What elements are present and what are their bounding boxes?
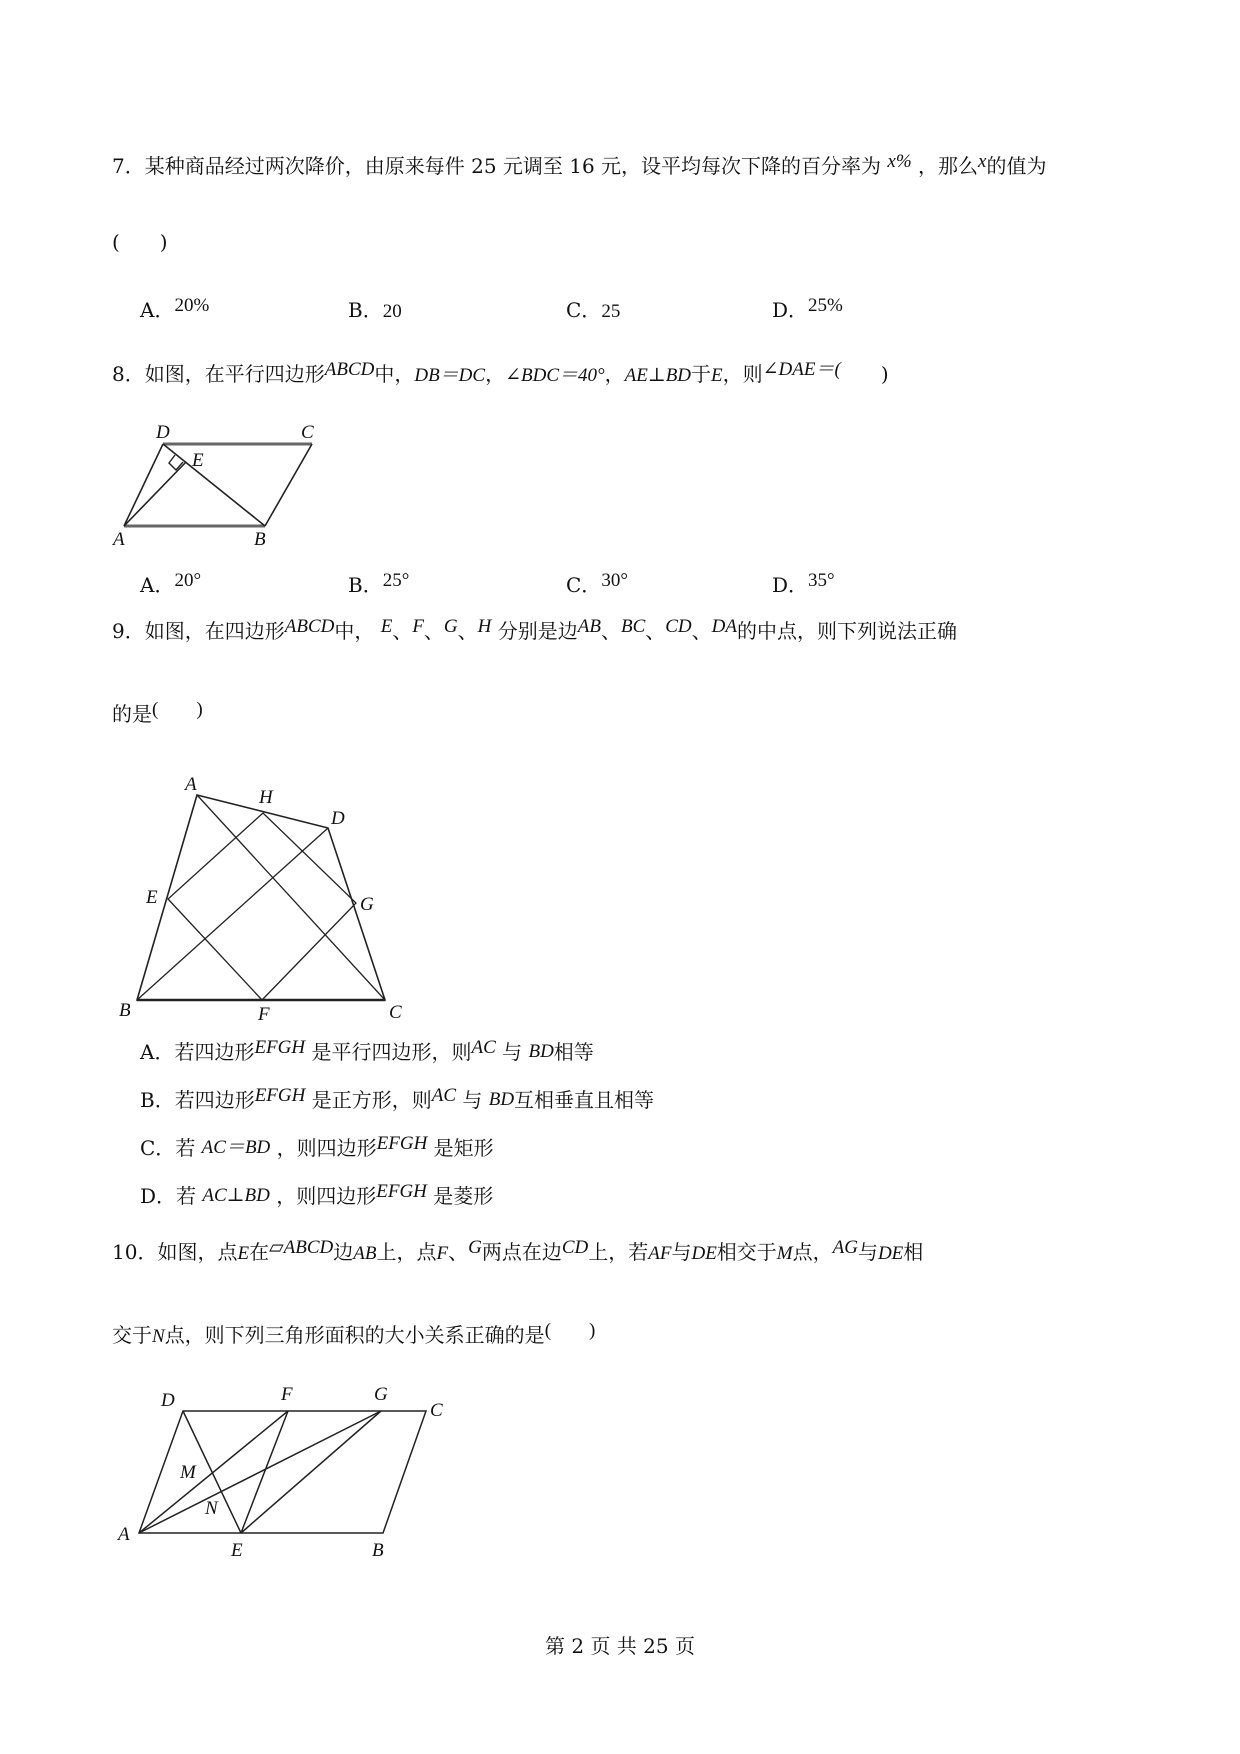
q7-option-c: C．25 — [566, 298, 621, 322]
q9-stem: 9．如图，在四边形ABCD中， E、F、G、H 分别是边AB、BC、CD、DA的中点，则下列说法正确 — [112, 616, 957, 643]
q7-option-b: B．20 — [348, 298, 402, 322]
q7-answer-blank: ( ) — [112, 230, 168, 254]
q10-label-m: M — [180, 1462, 196, 1483]
q10-answer-blank: ( ) — [544, 1320, 596, 1341]
q10-label-c: C — [430, 1400, 443, 1421]
q8-label-b: B — [254, 529, 266, 550]
q9-label-h: H — [259, 787, 273, 808]
q10-label-n: N — [205, 1498, 218, 1519]
q10-label-g: G — [374, 1384, 388, 1405]
q10-stem-line2: 交于N点，则下列三角形面积的大小关系正确的是( ) — [112, 1320, 596, 1347]
q9-option-c: C．若 AC＝BD ，则四边形EFGH 是矩形 — [140, 1133, 494, 1160]
q9-answer-blank: ( ) — [152, 699, 203, 720]
q9-label-e: E — [146, 887, 158, 908]
q9-label-d: D — [331, 808, 345, 829]
q8-label-d: D — [156, 422, 170, 443]
q10-label-d: D — [161, 1390, 175, 1411]
q8-option-d: D．35° — [772, 570, 835, 597]
q9-label-g: G — [360, 894, 374, 915]
q10-figure-parallelogram — [139, 1411, 426, 1533]
q8-label-a: A — [113, 529, 125, 550]
q10-label-a: A — [118, 1524, 130, 1545]
q8-label-e: E — [192, 450, 204, 471]
q10-label-b: B — [372, 1540, 384, 1561]
q9-label-b: B — [119, 1000, 131, 1021]
q9-label-f: F — [258, 1004, 270, 1025]
q8-option-b: B．25° — [348, 570, 410, 597]
q9-label-c: C — [389, 1002, 402, 1023]
q7-var-x-percent: x% — [887, 151, 912, 172]
q7-option-a: A．20% — [140, 295, 210, 322]
q8-option-a: A．20° — [140, 570, 202, 597]
q9-option-d: D．若 AC⊥BD ，则四边形EFGH 是菱形 — [140, 1181, 494, 1208]
q7-option-d: D．25% — [772, 295, 843, 322]
q9-figure-quadrilateral — [137, 795, 385, 1000]
q8-option-c: C．30° — [566, 570, 628, 597]
q7-stem: 7．某种商品经过两次降价，由原来每件 25 元调至 16 元，设平均每次下降的百分率为 x% ，那么x的值为 — [112, 151, 1047, 178]
q8-label-c: C — [301, 422, 314, 443]
q10-label-f: F — [281, 1384, 293, 1405]
q10-stem: 10．如图，点E在▱ABCD边AB上，点F、G两点在边CD上，若AF与DE相交于M点，AG与DE相 — [112, 1237, 924, 1264]
q9-label-a: A — [185, 774, 197, 795]
q9-option-b: B．若四边形EFGH 是正方形，则AC 与 BD互相垂直且相等 — [140, 1085, 655, 1112]
q8-stem: 8．如图，在平行四边形ABCD中，DB＝DC，∠BDC＝40°，AE⊥BD于E，则∠DAE＝( ) — [112, 359, 889, 386]
q10-label-e: E — [231, 1540, 243, 1561]
q9-option-a: A．若四边形EFGH 是平行四边形，则AC 与 BD相等 — [140, 1037, 594, 1064]
page-footer: 第 2 页 共 25 页 — [545, 1634, 695, 1658]
q9-stem-line2: 的是( ) — [112, 699, 203, 726]
q7-number: 7． — [112, 154, 145, 178]
